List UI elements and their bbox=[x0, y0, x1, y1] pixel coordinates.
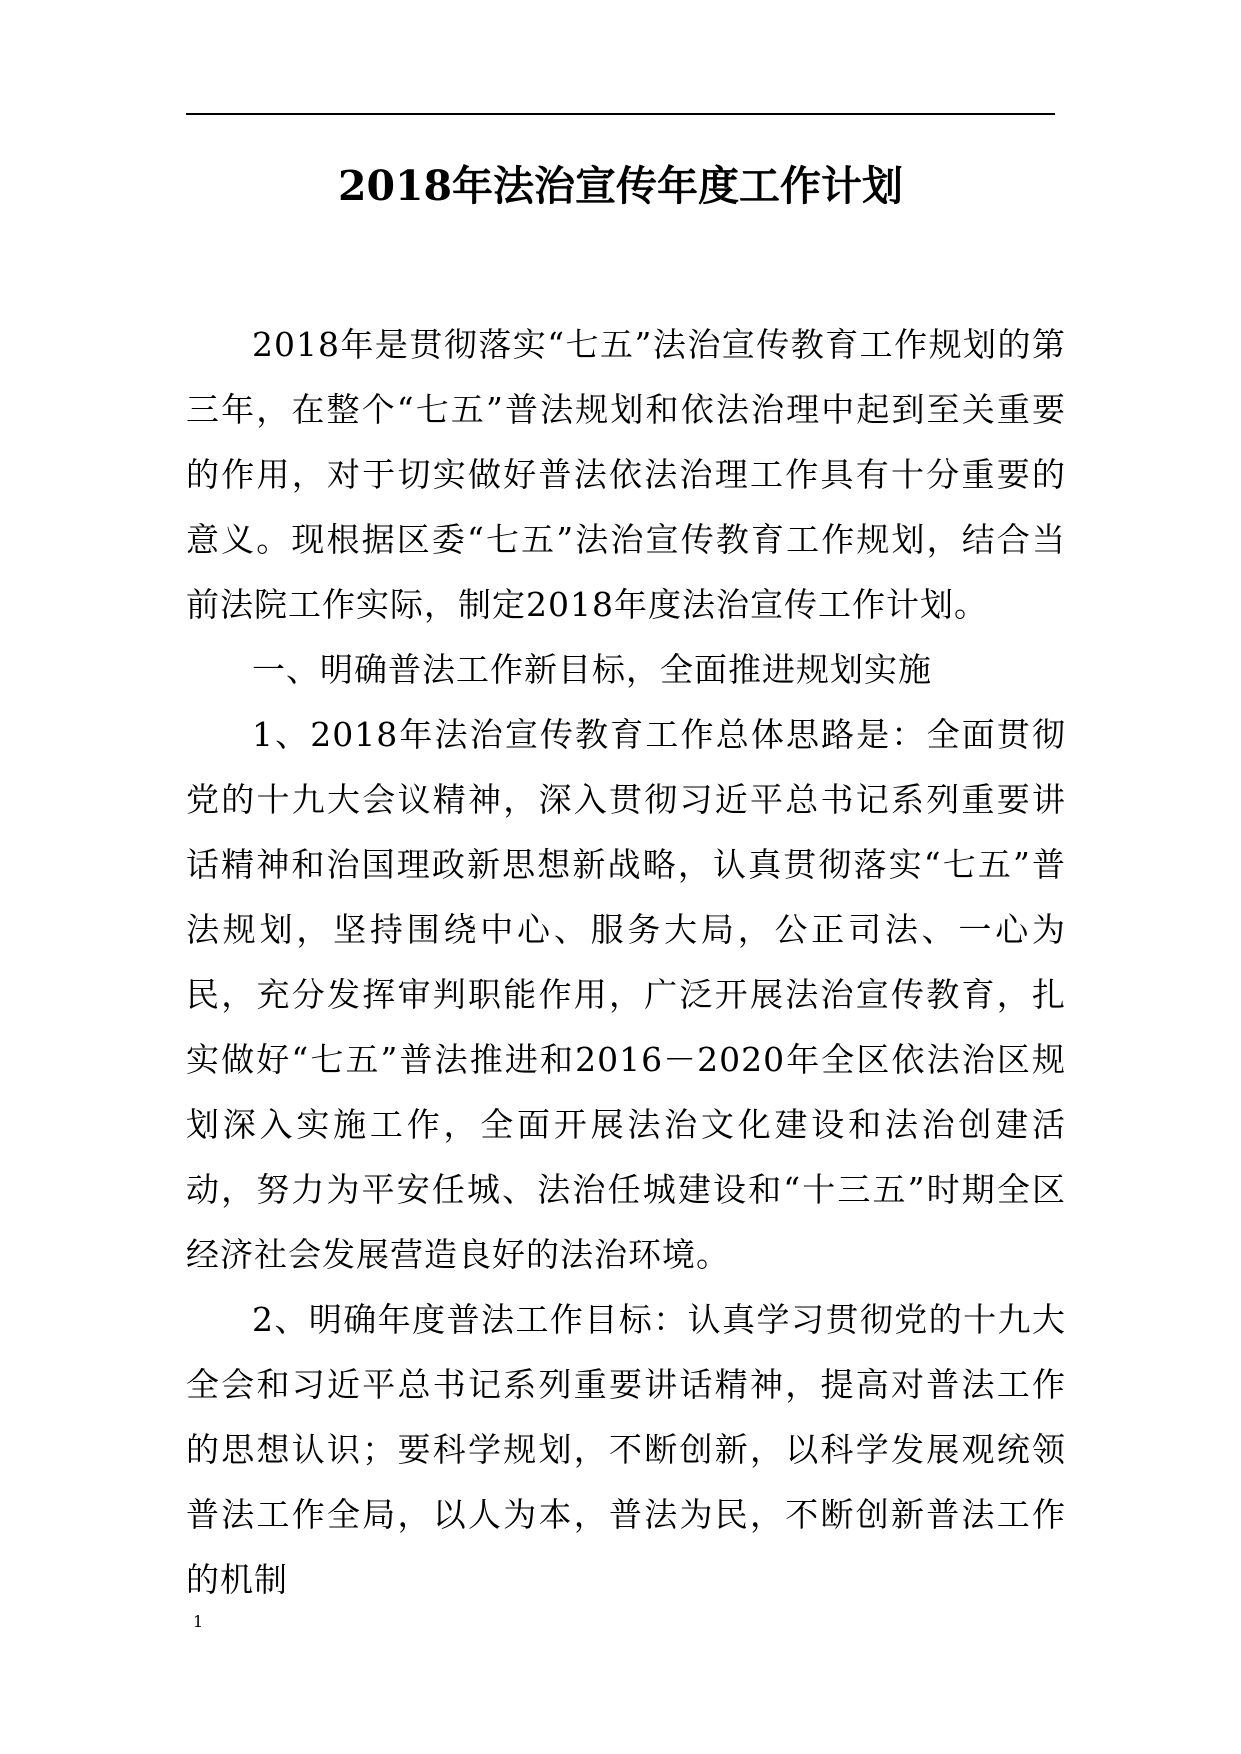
section-heading-1: 一、明确普法工作新目标，全面推进规划实施 bbox=[252, 650, 932, 689]
document-body bbox=[186, 312, 1066, 1612]
document-title: 2018年法治宣传年度工作计划 bbox=[337, 162, 904, 210]
page-number: 1 bbox=[193, 1612, 204, 1631]
paragraph-intro: 2018年是贯彻落实“七五”法治宣传教育工作规划的第三年，在整个“七五”普法规划和依法治理中起到至关重要的作用，对于切实做好普法依法治理工作具有十分重要的意义。现根据区委“七五”法治宣传教育工作规划，结合当前法院工作实际，制定2018年度法治宣传工作计划。 bbox=[186, 325, 1066, 624]
header-rule bbox=[186, 113, 1055, 115]
paragraph-item-2: 2、明确年度普法工作目标：认真学习贯彻党的十九大全会和习近平总书记系列重要讲话精神，提高对普法工作的思想认识；要科学规划，不断创新，以科学发展观统领普法工作全局，以人为本，普法为民，不断创新普法工作的机制 bbox=[186, 1300, 1066, 1599]
paragraph-item-1: 1、2018年法治宣传教育工作总体思路是：全面贯彻党的十九大会议精神，深入贯彻习近平总书记系列重要讲话精神和治国理政新思想新战略，认真贯彻落实“七五”普法规划，坚持围绕中心、服务大局，公正司法、一心为民，充分发挥审判职能作用，广泛开展法治宣传教育，扎实做好“七五”普法推进和2016－2020年全区依法治区规划深入实施工作，全面开展法治文化建设和法治创建活动，努力为平安任城、法治任城建设和“十三五”时期全区经济社会发展营造良好的法治环境。 bbox=[186, 715, 1066, 1274]
